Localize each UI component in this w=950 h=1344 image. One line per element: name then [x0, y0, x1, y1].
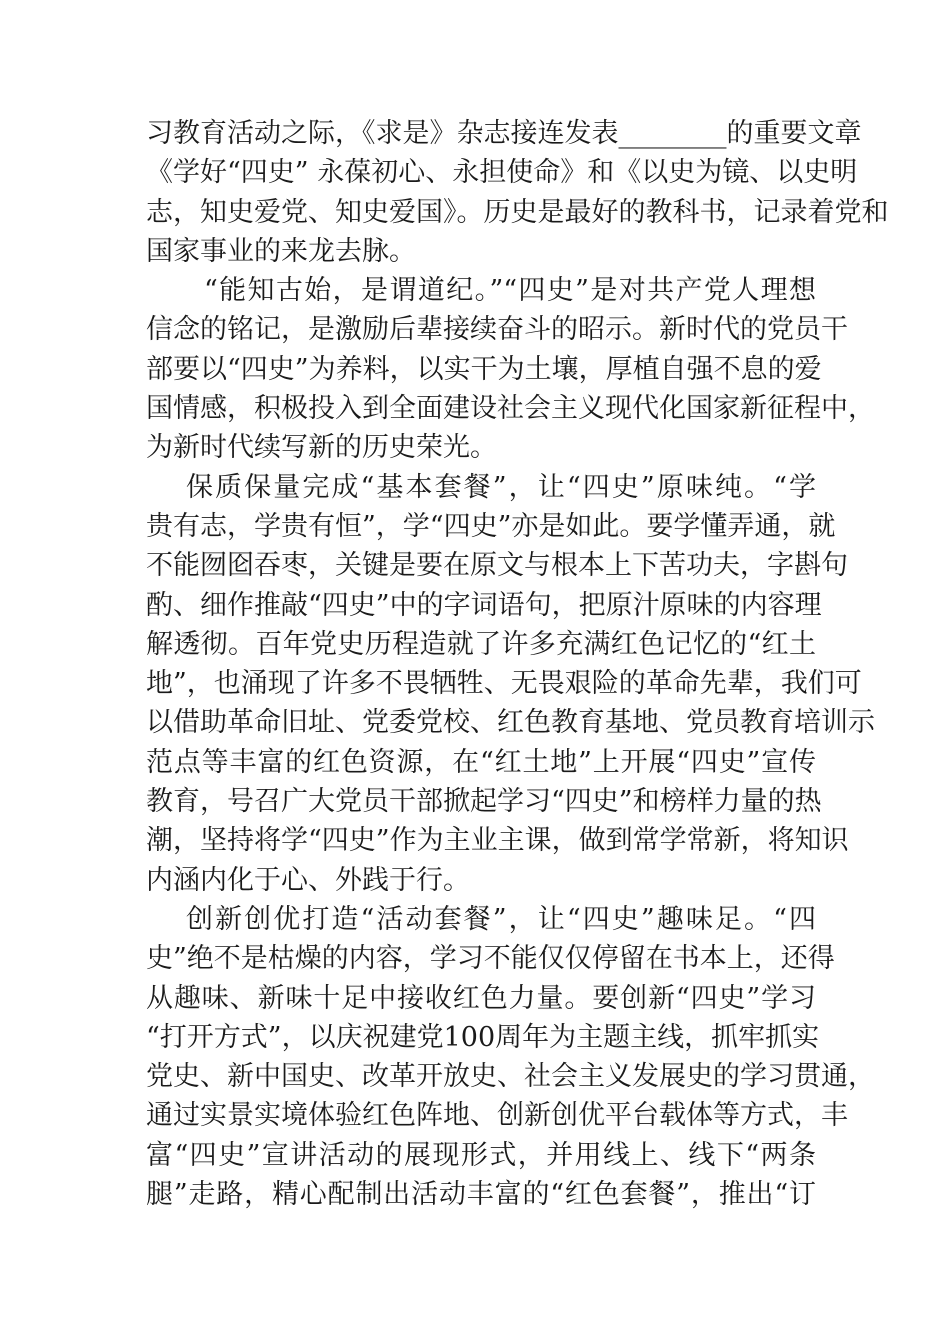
text-line: “打开方式”，以庆祝建党100周年为主题主线，抓牢抓实 [146, 1021, 820, 1053]
document-body [146, 114, 889, 1214]
text-line: 志，知史爱党、知史爱国》。历史是最好的教科书，记录着党和 [146, 196, 889, 228]
text-line: 通过实景实境体验红色阵地、创新创优平台载体等方式，丰 [146, 1100, 848, 1132]
text-line: 潮，坚持将学“四史”作为主业主课，做到常学常新，将知识 [146, 825, 849, 857]
text-line: 从趣味、新味十足中接收红色力量。要创新“四史”学习 [146, 982, 816, 1014]
text-line: 酌、细作推敲“四史”中的字词语句，把原汁原味的内容理 [146, 589, 822, 621]
text-line: “能知古始，是谓道纪。”“四史”是对共产党人理想 [204, 275, 816, 307]
text-line: 史”绝不是枯燥的内容，学习不能仅仅停留在书本上，还得 [146, 943, 835, 975]
text-line: 部要以“四史”为养料，以实干为土壤，厚植自强不息的爱 [146, 353, 822, 385]
text-line: 保质保量完成“基本套餐”，让“四史”原味纯。“学 [186, 471, 816, 503]
text-line: 党史、新中国史、改革开放史、社会主义发展史的学习贯通， [146, 1061, 875, 1093]
text-line: 创新创优打造“活动套餐”，让“四史”趣味足。“四 [186, 903, 816, 935]
text-line: 习教育活动之际，《求是》杂志接连发表________的重要文章 [146, 118, 862, 149]
text-line: 信念的铭记，是激励后辈接续奋斗的昭示。新时代的党员干 [146, 314, 848, 346]
text-line: 范点等丰富的红色资源，在“红土地”上开展“四史”宣传 [146, 746, 816, 778]
text-line: 教育，号召广大党员干部掀起学习“四史”和榜样力量的热 [146, 786, 822, 818]
text-line: 以借助革命旧址、党委党校、红色教育基地、党员教育培训示 [146, 707, 875, 739]
text-line: 腿”走路，精心配制出活动丰富的“红色套餐”，推出“订 [146, 1179, 816, 1211]
text-line: 地”，也涌现了许多不畏牺牲、无畏艰险的革命先辈，我们可 [146, 668, 862, 700]
text-line: 《学好“四史” 永葆初心、永担使命》和《以史为镜、以史明 [146, 157, 858, 189]
text-line: 国情感，积极投入到全面建设社会主义现代化国家新征程中， [146, 393, 875, 425]
text-line: 贵有志，学贵有恒”，学“四史”亦是如此。要学懂弄通，就 [146, 510, 836, 542]
text-line: 不能囫囵吞枣，关键是要在原文与根本上下苦功夫，字斟句 [146, 550, 848, 582]
text-line: 为新时代续写新的历史荣光。 [146, 432, 497, 464]
text-line: 国家事业的来龙去脉。 [146, 235, 416, 267]
text-line: 内涵内化于心、外践于行。 [146, 864, 470, 896]
text-line: 富“四史”宣讲活动的展现形式，并用线上、线下“两条 [146, 1139, 816, 1171]
text-line: 解透彻。百年党史历程造就了许多充满红色记忆的“红土 [146, 628, 816, 660]
